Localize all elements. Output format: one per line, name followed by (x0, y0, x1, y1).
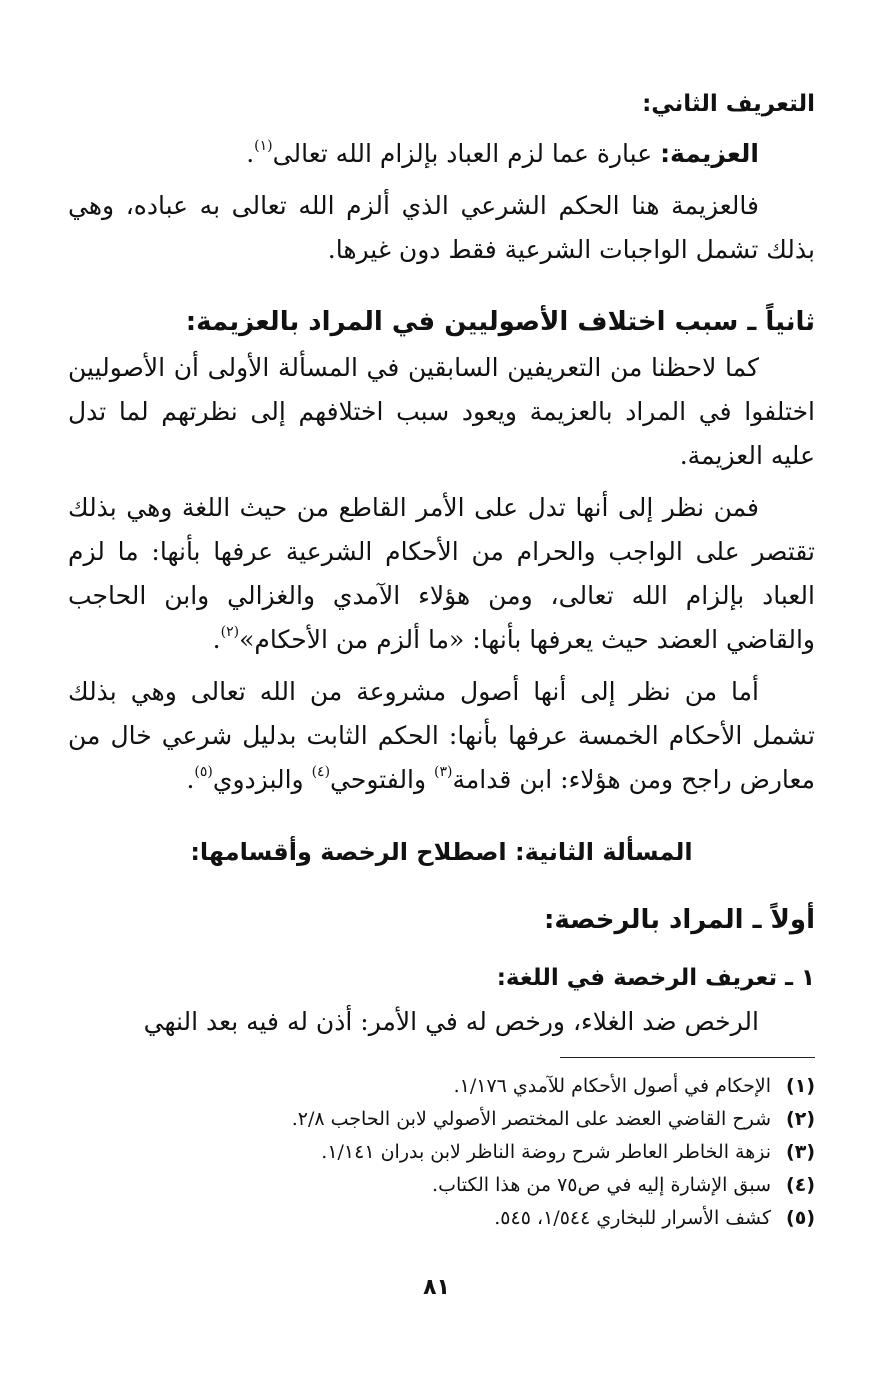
footnote-ref-4: (٤) (311, 764, 331, 780)
footnote-4 (68, 1169, 815, 1202)
footnote-text: شرح القاضي العضد على المختصر الأصولي لابن الحاجب ٢/٨. (291, 1108, 771, 1130)
footnote-ref-2: (٢) (220, 624, 240, 640)
footnote-text: كشف الأسرار للبخاري ١/٥٤٤، ٥٤٥. (494, 1207, 771, 1229)
footnote-number: (٤) (786, 1174, 815, 1196)
page-number: ٨١ (423, 1275, 450, 1300)
section-two-para3-end: . (186, 765, 195, 794)
first-subheading: ١ ـ تعريف الرخصة في اللغة: (496, 965, 815, 991)
first-text: الرخص ضد الغلاء، ورخص له في الأمر: أذن له فيه بعد النهي (143, 1007, 759, 1036)
definition-two-heading: التعريف الثاني: (642, 91, 815, 117)
footnote-text: سبق الإشارة إليه في ص٧٥ من هذا الكتاب. (432, 1174, 771, 1196)
section-two-heading: ثانياً ـ سبب اختلاف الأصوليين في المراد بالعزيمة: (185, 307, 815, 337)
footnote-number: (٥) (786, 1207, 815, 1229)
footnote-number: (١) (786, 1075, 815, 1097)
section-two-para1: كما لاحظنا من التعريفين السابقين في المسألة الأولى أن الأصوليين اختلفوا في المراد بالعزيمة ويعود سبب اختلافهم إلى نظرتهم لما تدل عليه العزيمة. (68, 353, 815, 470)
footnote-2 (68, 1103, 815, 1136)
term-azima: العزيمة: (660, 139, 759, 168)
footnote-number: (٢) (786, 1108, 815, 1130)
definition-two-line (68, 132, 815, 176)
footnotes (68, 1070, 815, 1235)
section-two-para2-text: فمن نظر إلى أنها تدل على الأمر القاطع من حيث اللغة وهي بذلك تقتصر على الواجب والحرام من الأحكام الشرعية عرفها بأنها: ما لزم العباد بإلزام الله تعالى، ومن هؤلاء الآمدي والغزالي وابن الحاجب والقاضي العضد حيث يعرفها بأنها: «ما ألزم من الأحكام» (68, 493, 815, 654)
definition-two-text: عبارة عما لزم العباد بإلزام الله تعالى (272, 139, 653, 168)
section-two-para3-mid2: والبزدوي (212, 765, 312, 794)
definition-two-end: . (246, 139, 255, 168)
footnote-number: (٣) (786, 1141, 815, 1163)
footnote-ref-3: (٣) (434, 764, 453, 780)
footnote-text: نزهة الخاطر العاطر شرح روضة الناظر لابن بدران ١/١٤١. (321, 1141, 771, 1163)
section-two-para2 (68, 486, 815, 662)
footnote-1 (68, 1070, 815, 1103)
section-two-para3 (68, 670, 815, 802)
section-two-para2-end: . (212, 625, 221, 654)
footnote-3 (68, 1136, 815, 1169)
issue-two-heading: المسألة الثانية: اصطلاح الرخصة وأقسامها: (190, 838, 693, 866)
footnote-text: الإحكام في أصول الأحكام للآمدي ١/١٧٦. (453, 1075, 771, 1097)
footnote-divider (560, 1057, 815, 1058)
page-body (68, 80, 815, 1044)
footnote-ref-1: (١) (254, 138, 273, 154)
footnote-ref-5: (٥) (194, 764, 213, 780)
section-two-para3-mid1: والفتوحي (330, 765, 435, 794)
first-heading: أولاً ـ المراد بالرخصة: (544, 905, 815, 935)
footnote-5 (68, 1202, 815, 1235)
definition-two-paragraph: فالعزيمة هنا الحكم الشرعي الذي ألزم الله تعالى به عباده، وهي بذلك تشمل الواجبات الشرعية فقط دون غيرها. (68, 191, 815, 264)
section-two-para3-text: أما من نظر إلى أنها أصول مشروعة من الله تعالى وهي بذلك تشمل الأحكام الخمسة عرفها بأنها: الحكم الثابت بدليل شرعي خال من معارض راجح ومن هؤلاء: ابن قدامة (68, 677, 815, 794)
